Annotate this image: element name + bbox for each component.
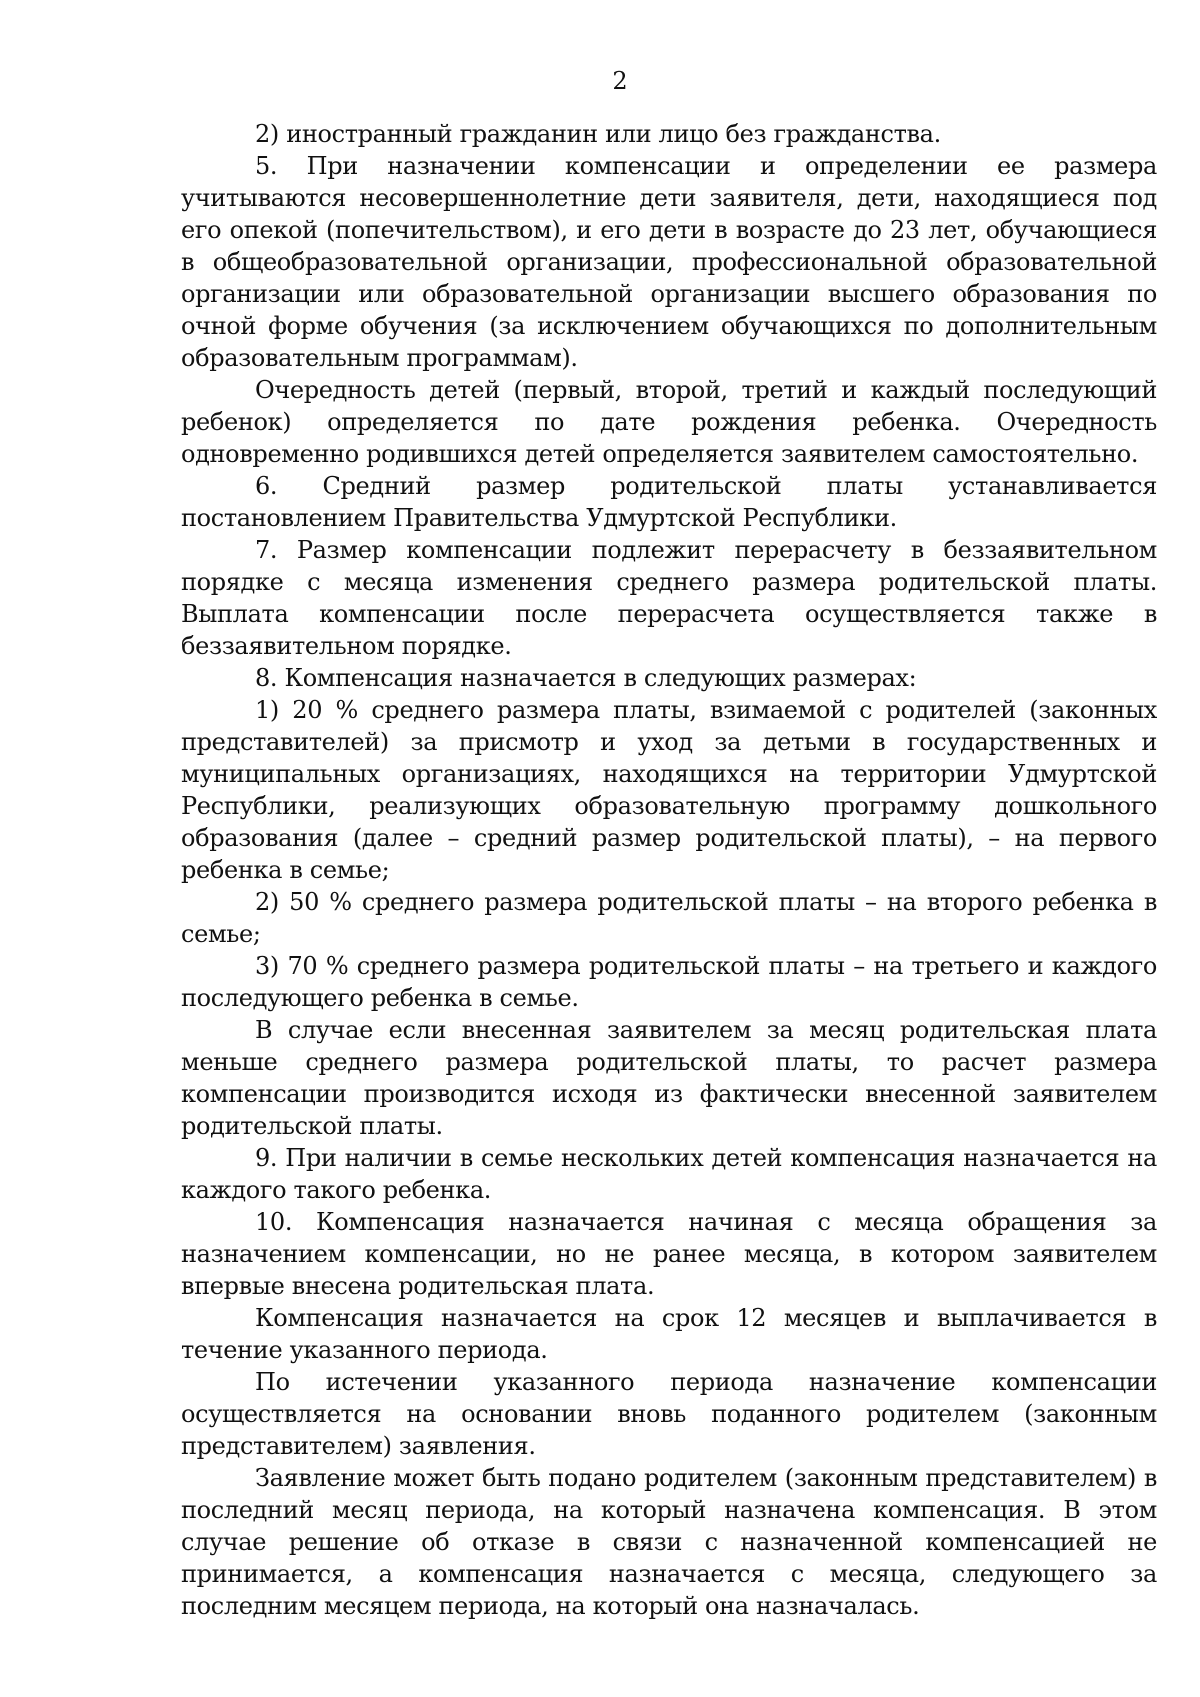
paragraph-item-2-foreign-citizen: 2) иностранный гражданин или лицо без гражданства. [255, 120, 941, 148]
paragraph-8-compensation-amounts: 8. Компенсация назначается в следующих размерах: [255, 664, 917, 692]
page-number: 2 [612, 67, 628, 95]
document-body [181, 118, 1157, 1622]
paragraph-10-start-month: 10. Компенсация назначается начиная с месяца обращения за назначением компенсации, но не ранее месяца, в котором заявителем впервые внесена родительская плата. [181, 1208, 1157, 1300]
paragraph-7-recalculation: 7. Размер компенсации подлежит перерасчету в беззаявительном порядке с месяца изменения среднего размера родительской платы. Выплата компенсации после перерасчета осуществляется также в беззаявительном порядке. [181, 536, 1157, 660]
paragraph-12-month-term: Компенсация назначается на срок 12 месяцев и выплачивается в течение указанного периода. [181, 1304, 1157, 1364]
paragraph-application-last-month: Заявление может быть подано родителем (законным представителем) в последний месяц периода, на который назначена компенсация. В этом случае решение об отказе в связи с назначенной компенсацией не принимается, а компенсация назначается с месяца, следующего за последним месяцем периода, на который она назначалась. [181, 1464, 1157, 1620]
paragraph-6-average-fee: 6. Средний размер родительской платы устанавливается постановлением Правительства Удмуртской Республики. [181, 472, 1157, 532]
paragraph-8-item-2: 2) 50 % среднего размера родительской платы – на второго ребенка в семье; [181, 888, 1157, 948]
paragraph-8-item-1: 1) 20 % среднего размера платы, взимаемой с родителей (законных представителей) за присмотр и уход за детьми в государственных и муниципальных организациях, находящихся на территории Удмуртской Республики, реализующих образовательную программу дошкольного образования (далее – средний размер родительской платы), – на первого ребенка в семье; [181, 696, 1157, 884]
paragraph-actual-fee-case: В случае если внесенная заявителем за месяц родительская плата меньше среднего размера родительской платы, то расчет размера компенсации производится исходя из фактически внесенной заявителем родительской платы. [181, 1016, 1157, 1140]
paragraph-children-order: Очередность детей (первый, второй, третий и каждый последующий ребенок) определяется по дате рождения ребенка. Очередность одновременно родившихся детей определяется заявителем самостоятельно. [181, 376, 1157, 468]
paragraph-5-children-counted: 5. При назначении компенсации и определении ее размера учитываются несовершеннолетние дети заявителя, дети, находящиеся под его опекой (попечительством), и его дети в возрасте до 23 лет, обучающиеся в общеобразовательной организации, профессиональной образовательной организации или образовательной организации высшего образования по очной форме обучения (за исключением обучающихся по дополнительным образовательным программам). [181, 152, 1157, 372]
paragraph-8-item-3: 3) 70 % среднего размера родительской платы – на третьего и каждого последующего ребенка в семье. [181, 952, 1157, 1012]
paragraph-after-term: По истечении указанного периода назначение компенсации осуществляется на основании вновь поданного родителем (законным представителем) заявления. [181, 1368, 1157, 1460]
paragraph-9-several-children: 9. При наличии в семье нескольких детей компенсация назначается на каждого такого ребенка. [181, 1144, 1157, 1204]
